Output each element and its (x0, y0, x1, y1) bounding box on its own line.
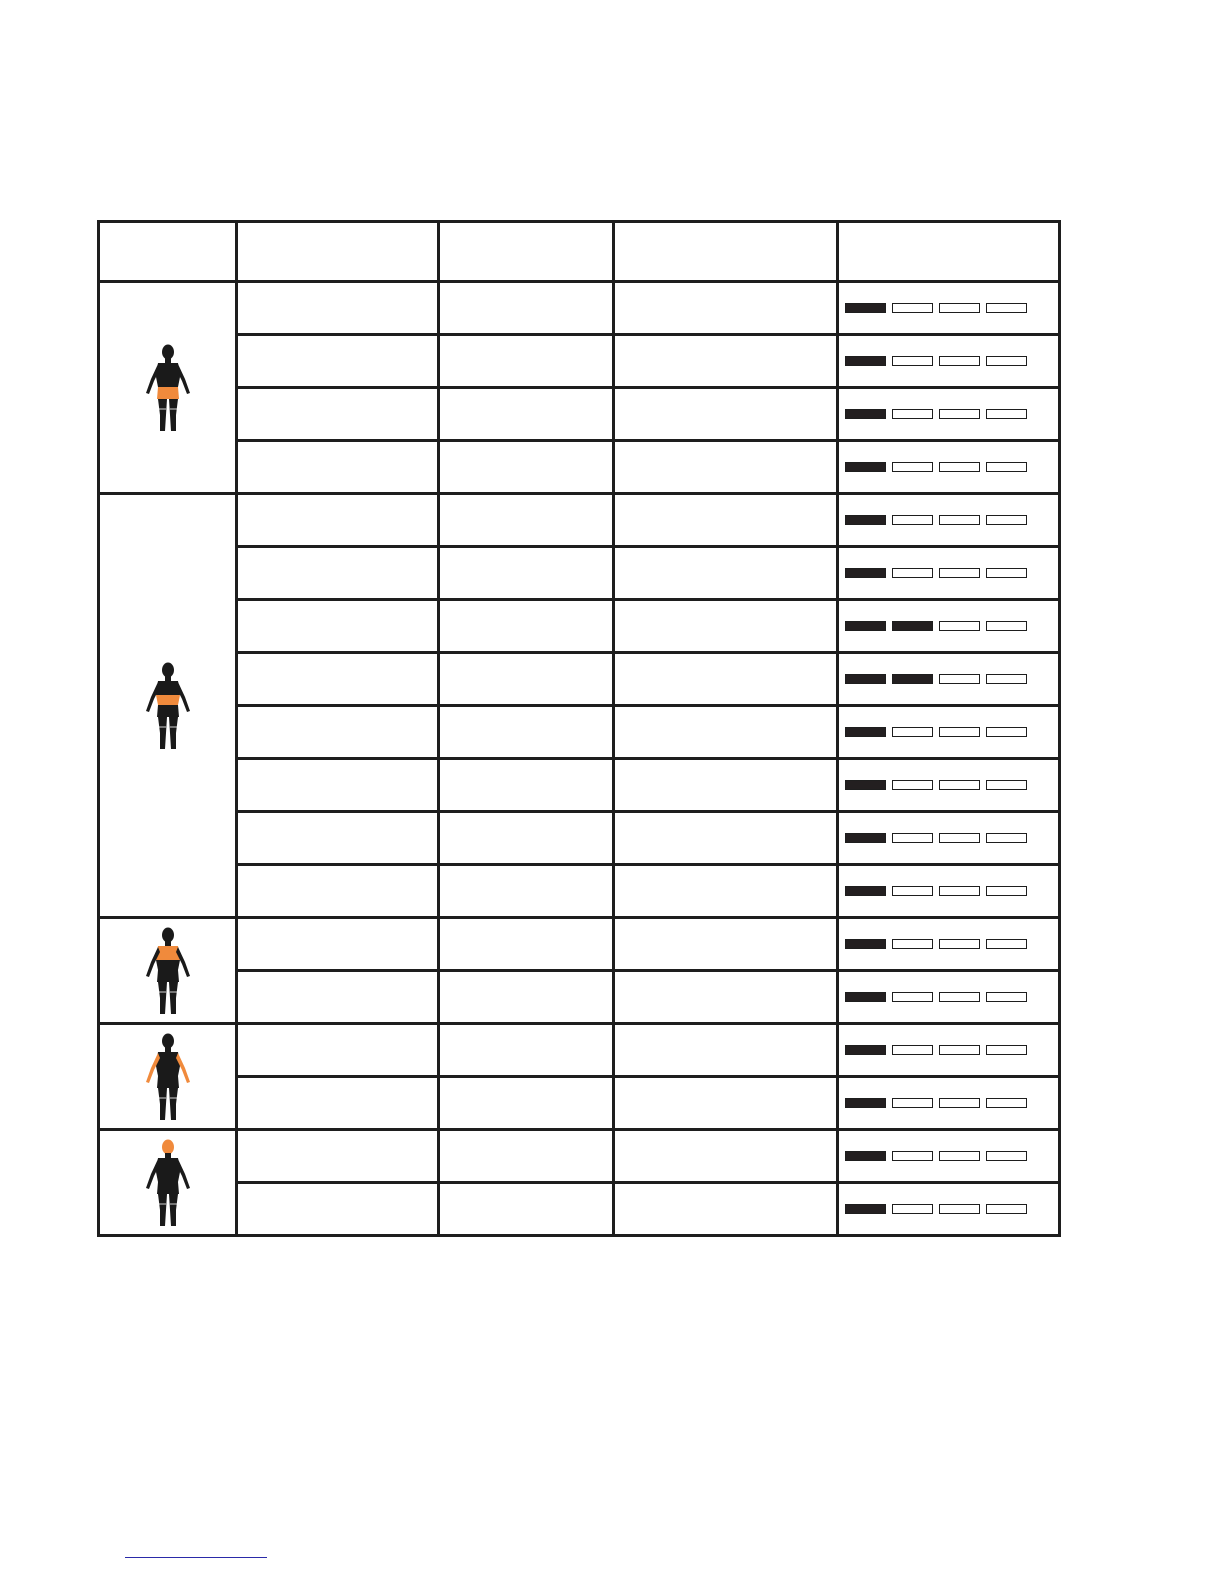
level-segment-empty (892, 568, 933, 578)
table-row (99, 653, 1060, 706)
blank-cell (614, 1130, 838, 1183)
blank-cell (614, 653, 838, 706)
level-segment-empty (986, 409, 1027, 419)
level-segment-filled (845, 1151, 886, 1161)
level-segment-empty (939, 674, 980, 684)
level-segment-filled (845, 939, 886, 949)
blank-cell (237, 865, 439, 918)
blank-cell (439, 335, 614, 388)
level-segment-empty (986, 303, 1027, 313)
body-figure-upper-back-icon (100, 926, 235, 1016)
level-segment-empty (986, 886, 1027, 896)
level-segment-empty (892, 356, 933, 366)
table-row (99, 706, 1060, 759)
blank-cell (614, 706, 838, 759)
blank-cell (439, 600, 614, 653)
blank-cell (614, 1183, 838, 1236)
level-cell (838, 653, 1060, 706)
level-cell (838, 971, 1060, 1024)
level-segment-empty (939, 409, 980, 419)
blank-cell (614, 1024, 838, 1077)
level-segment-empty (986, 992, 1027, 1002)
level-cell (838, 918, 1060, 971)
level-meter (845, 303, 1058, 313)
figure-cell (99, 494, 237, 918)
level-segment-filled (845, 303, 886, 313)
table-row (99, 1130, 1060, 1183)
table-row (99, 441, 1060, 494)
level-segment-empty (986, 1098, 1027, 1108)
blank-cell (237, 441, 439, 494)
level-segment-filled (892, 621, 933, 631)
level-segment-empty (939, 303, 980, 313)
blank-cell (439, 388, 614, 441)
table-row (99, 812, 1060, 865)
blank-cell (237, 918, 439, 971)
level-cell (838, 547, 1060, 600)
table-row (99, 282, 1060, 335)
level-segment-empty (892, 515, 933, 525)
table-row (99, 547, 1060, 600)
blank-cell (237, 812, 439, 865)
level-segment-empty (986, 568, 1027, 578)
footer-link-underline (125, 1557, 267, 1558)
figure-cell (99, 1024, 237, 1130)
blank-cell (439, 653, 614, 706)
blank-cell (614, 865, 838, 918)
level-segment-empty (892, 303, 933, 313)
level-segment-filled (845, 1098, 886, 1108)
header-row (99, 222, 1060, 282)
level-cell (838, 1077, 1060, 1130)
table-row (99, 1077, 1060, 1130)
table-row (99, 335, 1060, 388)
header-cell-level (838, 222, 1060, 282)
level-meter (845, 409, 1058, 419)
blank-cell (614, 494, 838, 547)
level-meter (845, 621, 1058, 631)
table-row (99, 759, 1060, 812)
level-segment-empty (986, 356, 1027, 366)
level-cell (838, 706, 1060, 759)
blank-cell (614, 388, 838, 441)
level-segment-filled (892, 674, 933, 684)
blank-cell (439, 547, 614, 600)
blank-cell (614, 335, 838, 388)
body-figure-head-icon (100, 1138, 235, 1228)
level-segment-empty (892, 992, 933, 1002)
table-row (99, 971, 1060, 1024)
blank-cell (614, 759, 838, 812)
blank-cell (614, 971, 838, 1024)
level-segment-empty (892, 886, 933, 896)
table-row (99, 918, 1060, 971)
header-cell-4 (614, 222, 838, 282)
level-segment-empty (939, 1045, 980, 1055)
level-meter (845, 462, 1058, 472)
level-segment-filled (845, 409, 886, 419)
blank-cell (237, 1077, 439, 1130)
level-segment-empty (986, 780, 1027, 790)
level-meter (845, 1045, 1058, 1055)
level-segment-empty (986, 833, 1027, 843)
level-cell (838, 1183, 1060, 1236)
blank-cell (614, 812, 838, 865)
level-meter (845, 1204, 1058, 1214)
level-cell (838, 1024, 1060, 1077)
blank-cell (237, 1130, 439, 1183)
blank-cell (439, 494, 614, 547)
blank-cell (439, 918, 614, 971)
blank-cell (237, 706, 439, 759)
level-segment-empty (986, 1204, 1027, 1214)
blank-cell (237, 282, 439, 335)
level-cell (838, 812, 1060, 865)
level-cell (838, 600, 1060, 653)
table-row (99, 600, 1060, 653)
level-cell (838, 494, 1060, 547)
table-row (99, 388, 1060, 441)
level-segment-empty (892, 409, 933, 419)
level-segment-empty (939, 780, 980, 790)
level-segment-empty (939, 1204, 980, 1214)
level-meter (845, 939, 1058, 949)
blank-cell (439, 971, 614, 1024)
exercise-table (97, 220, 1061, 1237)
level-segment-empty (939, 515, 980, 525)
level-segment-empty (986, 1045, 1027, 1055)
figure-cell (99, 1130, 237, 1236)
blank-cell (237, 653, 439, 706)
level-segment-empty (939, 568, 980, 578)
level-meter (845, 780, 1058, 790)
level-segment-filled (845, 992, 886, 1002)
level-segment-filled (845, 886, 886, 896)
level-segment-empty (986, 462, 1027, 472)
level-segment-empty (939, 939, 980, 949)
blank-cell (237, 494, 439, 547)
level-segment-empty (892, 1098, 933, 1108)
blank-cell (439, 706, 614, 759)
level-segment-empty (892, 780, 933, 790)
header-cell-2 (237, 222, 439, 282)
blank-cell (439, 759, 614, 812)
blank-cell (439, 1024, 614, 1077)
blank-cell (614, 918, 838, 971)
level-meter (845, 515, 1058, 525)
level-segment-empty (939, 833, 980, 843)
level-segment-empty (939, 356, 980, 366)
level-meter (845, 1151, 1058, 1161)
level-segment-filled (845, 462, 886, 472)
level-segment-empty (939, 992, 980, 1002)
figure-cell (99, 282, 237, 494)
table-row (99, 1024, 1060, 1077)
level-segment-empty (986, 727, 1027, 737)
level-segment-empty (939, 727, 980, 737)
header-cell-3 (439, 222, 614, 282)
level-cell (838, 759, 1060, 812)
level-meter (845, 992, 1058, 1002)
level-cell (838, 335, 1060, 388)
level-segment-empty (986, 939, 1027, 949)
level-segment-empty (892, 462, 933, 472)
figure-cell (99, 918, 237, 1024)
blank-cell (237, 335, 439, 388)
level-segment-empty (986, 515, 1027, 525)
level-segment-filled (845, 780, 886, 790)
blank-cell (439, 441, 614, 494)
blank-cell (439, 282, 614, 335)
blank-cell (439, 812, 614, 865)
level-segment-filled (845, 356, 886, 366)
table-row (99, 1183, 1060, 1236)
level-segment-empty (892, 833, 933, 843)
blank-cell (237, 1024, 439, 1077)
level-cell (838, 388, 1060, 441)
level-segment-empty (892, 1151, 933, 1161)
level-meter (845, 356, 1058, 366)
blank-cell (614, 1077, 838, 1130)
level-meter (845, 833, 1058, 843)
blank-cell (614, 282, 838, 335)
blank-cell (237, 388, 439, 441)
level-segment-empty (892, 1204, 933, 1214)
level-segment-empty (892, 727, 933, 737)
level-segment-empty (939, 1151, 980, 1161)
level-segment-empty (939, 621, 980, 631)
blank-cell (439, 1130, 614, 1183)
level-segment-empty (986, 621, 1027, 631)
blank-cell (237, 971, 439, 1024)
level-cell (838, 1130, 1060, 1183)
level-segment-empty (892, 939, 933, 949)
level-meter (845, 568, 1058, 578)
header-cell-figure (99, 222, 237, 282)
level-meter (845, 886, 1058, 896)
level-segment-filled (845, 674, 886, 684)
level-cell (838, 441, 1060, 494)
blank-cell (237, 600, 439, 653)
level-segment-filled (845, 727, 886, 737)
level-cell (838, 865, 1060, 918)
level-cell (838, 282, 1060, 335)
body-figure-arms-icon (100, 1032, 235, 1122)
level-segment-filled (845, 515, 886, 525)
level-segment-empty (939, 886, 980, 896)
blank-cell (439, 1183, 614, 1236)
blank-cell (439, 1077, 614, 1130)
table-row (99, 865, 1060, 918)
level-segment-empty (939, 462, 980, 472)
body-figure-hips-icon (100, 343, 235, 433)
level-segment-filled (845, 1045, 886, 1055)
level-segment-empty (939, 1098, 980, 1108)
blank-cell (237, 1183, 439, 1236)
level-segment-filled (845, 833, 886, 843)
level-segment-empty (986, 674, 1027, 684)
body-figure-back-icon (100, 661, 235, 751)
level-segment-filled (845, 1204, 886, 1214)
blank-cell (614, 600, 838, 653)
level-meter (845, 1098, 1058, 1108)
level-segment-filled (845, 621, 886, 631)
level-meter (845, 674, 1058, 684)
blank-cell (439, 865, 614, 918)
table-row (99, 494, 1060, 547)
blank-cell (614, 547, 838, 600)
level-meter (845, 727, 1058, 737)
blank-cell (237, 547, 439, 600)
blank-cell (614, 441, 838, 494)
level-segment-empty (892, 1045, 933, 1055)
level-segment-empty (986, 1151, 1027, 1161)
blank-cell (237, 759, 439, 812)
level-segment-filled (845, 568, 886, 578)
